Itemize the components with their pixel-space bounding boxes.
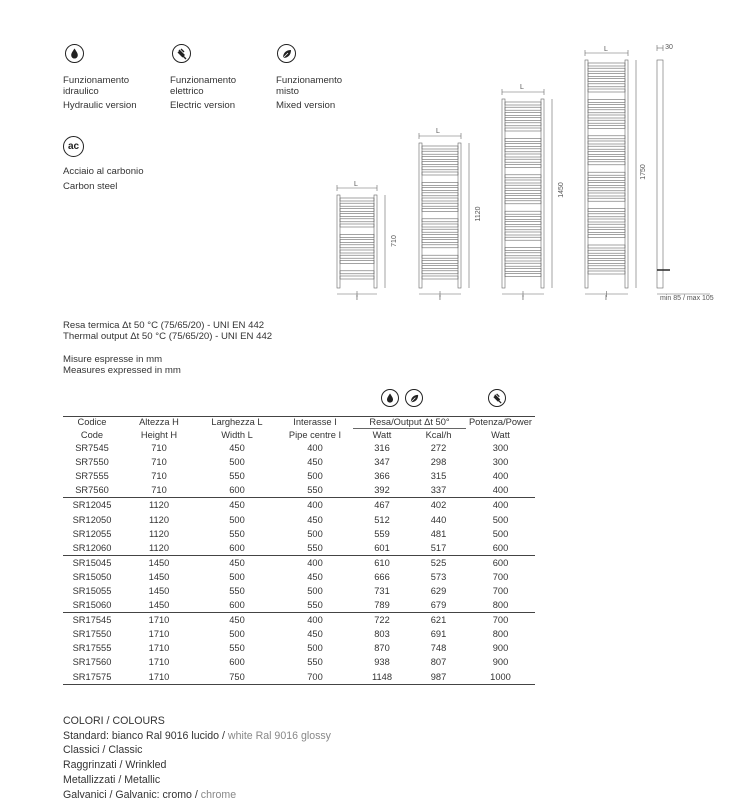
table-cell: 316 xyxy=(374,443,390,454)
table-cell: 500 xyxy=(229,629,245,640)
table-cell: 1120 xyxy=(149,500,169,511)
table-cell: 1148 xyxy=(353,670,411,685)
table-cell: 1120 xyxy=(121,541,197,556)
table-cell: 481 xyxy=(430,528,447,539)
leaf-mixed-icon xyxy=(405,389,423,407)
table-cell: 440 xyxy=(430,514,447,525)
table-cell: 710 xyxy=(151,471,167,482)
table-cell: 500 xyxy=(307,528,323,539)
leaf-mixed-icon xyxy=(277,44,296,63)
table-cell: SR12060 xyxy=(63,541,121,556)
table-row xyxy=(63,498,535,513)
table-cell: 700 xyxy=(492,615,509,626)
table-cell: 500 xyxy=(307,643,323,654)
table-row xyxy=(63,555,535,570)
table-row xyxy=(63,512,535,526)
table-cell: 450 xyxy=(229,557,245,568)
table-cell: SR7550 xyxy=(75,457,109,468)
table-cell: SR15060 xyxy=(63,598,121,613)
table-cell: 807 xyxy=(430,657,447,668)
table-cell: SR7555 xyxy=(75,471,109,482)
table-cell: SR17550 xyxy=(72,629,112,640)
col-header-code: Codice xyxy=(77,417,107,428)
table-cell: 1710 xyxy=(148,657,170,668)
colours-metallic: Metallizzati / Metallic xyxy=(63,773,161,786)
table-cell: 450 xyxy=(307,457,323,468)
table-cell: SR15055 xyxy=(72,585,112,596)
table-cell: 550 xyxy=(277,541,353,556)
water-drop-icon xyxy=(65,44,84,63)
table-cell: 1710 xyxy=(148,615,170,626)
table-cell: 789 xyxy=(353,598,411,613)
col-header-interaxis: Interasse I xyxy=(293,417,337,428)
table-row xyxy=(63,598,535,613)
table-cell: 400 xyxy=(307,557,323,568)
colours-wrinkled: Raggrinzati / Wrinkled xyxy=(63,759,167,772)
table-cell: 700 xyxy=(492,585,509,596)
table-cell: 573 xyxy=(430,571,447,582)
table-cell: SR12050 xyxy=(72,514,112,525)
table-cell: 337 xyxy=(411,483,466,498)
table-cell: 450 xyxy=(307,629,323,640)
table-cell: 550 xyxy=(229,528,245,539)
table-cell: 272 xyxy=(430,443,447,454)
height-label-1120: 1120 xyxy=(475,206,482,222)
table-row xyxy=(63,570,535,584)
table-row xyxy=(63,483,535,498)
feature-mixed: Funzionamento misto Mixed version xyxy=(276,75,343,111)
table-row xyxy=(63,613,535,628)
table-cell: SR15045 xyxy=(72,557,112,568)
table-cell: 938 xyxy=(374,657,390,668)
table-cell: SR7560 xyxy=(63,483,121,498)
table-cell: 400 xyxy=(307,443,323,454)
height-label-1450: 1450 xyxy=(558,182,565,198)
material-label: Acciaio al carbonio Carbon steel xyxy=(63,166,144,192)
feature-hydraulic: Funzionamento idraulico Hydraulic version xyxy=(63,75,137,111)
table-cell: 870 xyxy=(374,643,390,654)
table-cell: 450 xyxy=(229,615,245,626)
table-cell: 900 xyxy=(492,643,509,654)
table-cell: 550 xyxy=(307,657,323,668)
table-cell: 700 xyxy=(277,670,353,685)
table-cell: 710 xyxy=(151,443,167,454)
col-subheader: Height H xyxy=(140,429,178,440)
colours-galvanic: Galvanici / Galvanic: cromo / chrome xyxy=(63,788,237,801)
table-cell: 550 xyxy=(229,585,245,596)
table-cell: 1450 xyxy=(121,598,197,613)
table-cell: 300 xyxy=(492,443,509,454)
table-cell: 1710 xyxy=(148,643,170,654)
table-row xyxy=(63,641,535,655)
table-cell: 691 xyxy=(430,629,447,640)
table-cell: SR12055 xyxy=(72,528,112,539)
height-label-710: 710 xyxy=(391,235,398,247)
table-cell: 700 xyxy=(492,571,509,582)
table-cell: 1120 xyxy=(149,514,169,525)
wall-distance-label: min 85 / max 105 xyxy=(660,295,714,302)
table-cell: 1000 xyxy=(466,670,535,685)
interaxis-label: I xyxy=(356,295,358,302)
table-cell: 600 xyxy=(197,598,277,613)
table-cell: 731 xyxy=(374,585,390,596)
table-cell: 500 xyxy=(229,571,245,582)
table-row xyxy=(63,469,535,483)
table-cell: 450 xyxy=(307,571,323,582)
table-cell: 600 xyxy=(466,541,535,556)
table-row xyxy=(63,627,535,641)
table-cell: 315 xyxy=(430,471,447,482)
table-cell: 347 xyxy=(374,457,390,468)
table-cell: 500 xyxy=(492,514,509,525)
table-cell: 710 xyxy=(151,457,167,468)
table-cell: 600 xyxy=(492,557,509,568)
table-cell: 298 xyxy=(430,457,447,468)
col-header-output: Resa/Output Δt 50° xyxy=(353,416,466,429)
table-cell: 1450 xyxy=(148,585,170,596)
table-cell: 666 xyxy=(374,571,390,582)
table-cell: 550 xyxy=(229,471,245,482)
table-cell: 800 xyxy=(492,629,509,640)
table-cell: 512 xyxy=(374,514,390,525)
table-row xyxy=(63,584,535,598)
depth-label: 30 xyxy=(665,44,673,51)
table-cell: 550 xyxy=(277,598,353,613)
table-cell: 610 xyxy=(374,557,390,568)
table-cell: 400 xyxy=(307,615,323,626)
table-cell: 679 xyxy=(411,598,466,613)
table-cell: SR17575 xyxy=(63,670,121,685)
table-cell: 500 xyxy=(229,514,245,525)
table-cell: 722 xyxy=(374,615,390,626)
water-drop-icon xyxy=(381,389,399,407)
table-cell: 1710 xyxy=(121,670,197,685)
table-cell: 392 xyxy=(353,483,411,498)
table-cell: SR17555 xyxy=(72,643,112,654)
table-header-band xyxy=(63,381,535,417)
table-cell: 900 xyxy=(492,657,509,668)
table-cell: SR15050 xyxy=(72,571,112,582)
table-cell: 500 xyxy=(307,471,323,482)
table-row xyxy=(63,670,535,685)
table-cell: 366 xyxy=(374,471,390,482)
table-cell: 1710 xyxy=(148,629,170,640)
table-cell: 500 xyxy=(307,585,323,596)
col-header-power: Potenza/Power xyxy=(468,417,533,428)
width-label: L xyxy=(520,84,524,91)
table-cell: 710 xyxy=(121,483,197,498)
col-subheader: Watt xyxy=(372,430,392,440)
col-subheader: Watt xyxy=(491,429,510,440)
table-cell: 550 xyxy=(229,643,245,654)
table-cell: 402 xyxy=(430,500,447,511)
table-cell: 803 xyxy=(374,629,390,640)
table-cell: 400 xyxy=(492,500,509,511)
table-cell: SR17545 xyxy=(72,615,112,626)
plug-icon xyxy=(488,389,506,407)
table-cell: 748 xyxy=(430,643,447,654)
table-cell: 629 xyxy=(430,585,447,596)
radiator-drawings xyxy=(330,38,736,308)
col-subheader: Kcal/h xyxy=(425,430,452,440)
table-cell: 550 xyxy=(277,483,353,498)
table-row xyxy=(63,655,535,669)
interaxis-label: I xyxy=(605,295,607,302)
measures-note: Misure espresse in mm Measures expressed in mm xyxy=(63,354,181,376)
table-cell: 1120 xyxy=(149,528,169,539)
table-cell: 1450 xyxy=(148,571,170,582)
colours-title: COLORI / COLOURS xyxy=(63,715,165,727)
output-note: Resa termica Δt 50 °C (75/65/20) - UNI EN 442 Thermal output Δt 50 °C (75/65/20) - UNI EN 442 xyxy=(63,320,273,342)
width-label: L xyxy=(436,128,440,135)
col-subheader: Width L xyxy=(221,429,253,440)
colours-standard: Standard: bianco Ral 9016 lucido / white Ral 9016 glossy xyxy=(63,729,331,742)
table-cell: 559 xyxy=(374,528,390,539)
interaxis-label: I xyxy=(522,295,524,302)
table-cell: 450 xyxy=(229,500,245,511)
colours-classic: Classici / Classic xyxy=(63,744,143,757)
table-cell: 400 xyxy=(307,500,323,511)
table-cell: 621 xyxy=(430,615,447,626)
carbon-steel-badge-icon: ac xyxy=(63,136,84,157)
table-cell: 300 xyxy=(492,457,509,468)
table-cell: 450 xyxy=(307,514,323,525)
table-cell: 1450 xyxy=(148,557,170,568)
table-row xyxy=(63,527,535,541)
table-cell: SR12045 xyxy=(72,500,112,511)
table-cell: 750 xyxy=(197,670,277,685)
col-header-width: Larghezza L xyxy=(211,417,263,428)
col-header-height: Altezza H xyxy=(139,417,179,428)
table-cell: 517 xyxy=(411,541,466,556)
table-cell: 601 xyxy=(353,541,411,556)
table-cell: 600 xyxy=(197,541,277,556)
table-row xyxy=(63,441,535,455)
col-subheader: Pipe centre I xyxy=(288,429,342,440)
table-cell: SR7545 xyxy=(75,443,109,454)
spec-table xyxy=(63,416,535,685)
table-cell: 800 xyxy=(466,598,535,613)
width-label: L xyxy=(354,181,358,188)
table-row xyxy=(63,455,535,469)
table-cell: 400 xyxy=(492,471,509,482)
table-cell: 400 xyxy=(466,483,535,498)
table-cell: 525 xyxy=(430,557,447,568)
interaxis-label: I xyxy=(439,295,441,302)
table-cell: 467 xyxy=(374,500,390,511)
table-row xyxy=(63,541,535,556)
feature-electric: Funzionamento elettrico Electric version xyxy=(170,75,237,111)
plug-icon xyxy=(172,44,191,63)
colours-section xyxy=(63,714,331,802)
col-subheader: Code xyxy=(80,429,104,440)
table-cell: 600 xyxy=(229,657,245,668)
width-label: L xyxy=(604,46,608,53)
table-cell: 600 xyxy=(197,483,277,498)
table-cell: 450 xyxy=(229,443,245,454)
table-cell: SR17560 xyxy=(72,657,112,668)
height-label-1750: 1750 xyxy=(640,164,647,180)
table-cell: 987 xyxy=(411,670,466,685)
table-cell: 500 xyxy=(229,457,245,468)
table-cell: 500 xyxy=(492,528,509,539)
